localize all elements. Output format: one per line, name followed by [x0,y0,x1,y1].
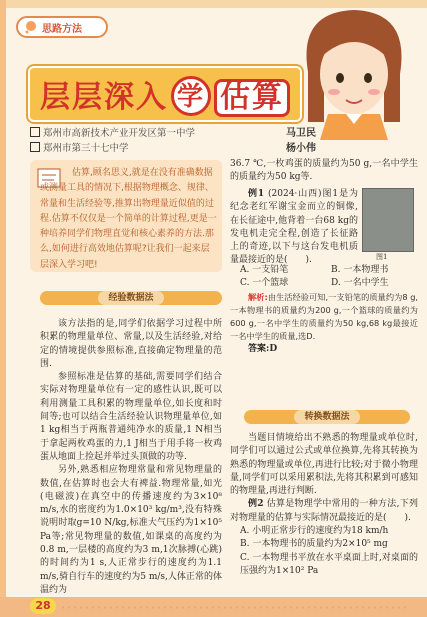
authors [30,124,410,154]
option: B. 一本物理书的质量约为2×10⁵ mg [240,539,388,550]
section-header-label: 经验数据法 [98,291,163,305]
left-border [0,0,6,617]
checkbox-icon [30,127,40,137]
figure-caption: 图1 [376,253,388,261]
example-text: 估算是物理学中常用的一种方法,下列对物理量的估算与实际情况最接近的是( ). [230,499,418,523]
paragraph: 另外,熟悉相应物理常量和常见物理量的数值,在估算时也会大有裨益.物理常量,如光(电磁波)在真空中的传播速度约为3×10⁸ m/s,水的密度约为1.0×10³ kg/m³,没有特殊说明时取g=10 N/kg,标准大气压约为1×10⁵ Pa等;常见物理量的数值,如课桌的高度约为0.8 m,一层楼的高度约为3 m,1次脉搏(心跳)的时间约为1 s,人正常步行的速度约为1.1 m/s,骑自行车的速度约为5 m/s,人体正常的体温约为 [40,465,222,595]
intro-text: 估算,顾名思义,就是在没有准确数据或测量工具的情况下,根据物理概念、规律、常量和生活经验等,推算出物理量近似值的过程.估算不仅仅是一个简单的计算过程,更是一种培养同学们物理直觉和核心素养的方法.那么,如何进行高效地估算呢?让我们一起来层层深入学习吧! [40,168,217,270]
author-row [30,139,410,154]
section-tag [16,16,108,38]
example-text: (2024·山西)图1是为纪念老红军谢宝金而立的铜像,在长征途中,他背着一台68 kg的发电机走完全程,创造了长征路上的奇迹,以下与这台发电机质量最接近的是( ). [230,189,359,266]
example-label: 例2 [248,499,264,510]
page-number: 28 [30,598,56,614]
option: D. 一名中学生 [331,278,389,289]
option: C. 一本物理书平放在水平桌面上时,对桌面的压强约为1×10² Pa [240,552,418,576]
answer: 答案:D [248,343,278,354]
title-part-1: 层层深入 [40,80,168,115]
analysis-text: 由生活经验可知,一支铅笔的质量约为8 g,一本物理书的质量约为200 g,一个篮球的质量约为600 g,一名中学生的质量约为50 kg,68 kg最接近一名中学生的质量,选D. [230,291,418,341]
title-part-3: 估算 [214,79,290,117]
author-affiliation: 郑州市高新技术产业开发区第一中学 [43,127,196,139]
paragraph: 该方法指的是,同学们依据学习过程中所积累的物理量单位、常量,以及生活经验,对给定的情境提供参照标准,直接确定物理量的范围. [40,319,222,369]
page-title [40,72,300,115]
paragraph: 36.7 ℃,一枚鸡蛋的质量约为50 g,一名中学生的质量约为50 kg等. [230,159,418,183]
statue-photo [362,188,414,252]
option: A. 一支铅笔 [240,265,289,275]
option: A. 小明正常步行的速度约为18 km/h [240,526,389,537]
girl-illustration [288,2,420,140]
section-header-conversion [244,410,410,424]
option: C. 一个篮球 [240,278,289,289]
dotted-divider [60,606,410,609]
author-affiliation: 郑州市第三十七中学 [43,142,129,154]
author-name: 杨小伟 [286,143,316,154]
options [230,264,418,291]
checkbox-icon [30,142,40,152]
section-tag-label: 思路方法 [42,23,82,35]
right-column-lower [230,432,418,578]
example-1-options-and-analysis [230,264,418,356]
section-header-label: 转换数据法 [294,410,359,424]
title-part-2: 学 [171,76,211,116]
thought-bubble-icon [24,20,38,34]
paragraph: 参照标准是估算的基础,需要同学们结合实际对物理量单位有一定的感性认识,既可以利用测量工具积累的物理量单位,如长度和时间等;也可以结合生活经验认识物理量单位,如1 kg相当于两瓶普通纯净水的质量,1 N相当于拿起两枚鸡蛋的力,1 J相当于用手将一枚鸡蛋从地面上捡起并举过头顶做的功等. [40,372,222,462]
analysis-label: 解析: [248,291,268,302]
right-top-text [230,158,418,185]
paragraph: 当题目情境给出不熟悉的物理量或单位时,同学们可以通过公式或单位换算,先将其转换为熟悉的物理量或单位,再进行比较;对于微小物理量,同学们可以采用累积法,先将其积累到可感知的物理量,再进行判断. [230,433,418,497]
author-name: 马卫民 [286,128,316,139]
author-row [30,124,410,139]
option: B. 一本物理书 [331,265,389,275]
example-1 [230,188,358,268]
section-header-experience [40,291,222,305]
example-label: 例1 [248,189,265,199]
left-column [40,318,222,597]
